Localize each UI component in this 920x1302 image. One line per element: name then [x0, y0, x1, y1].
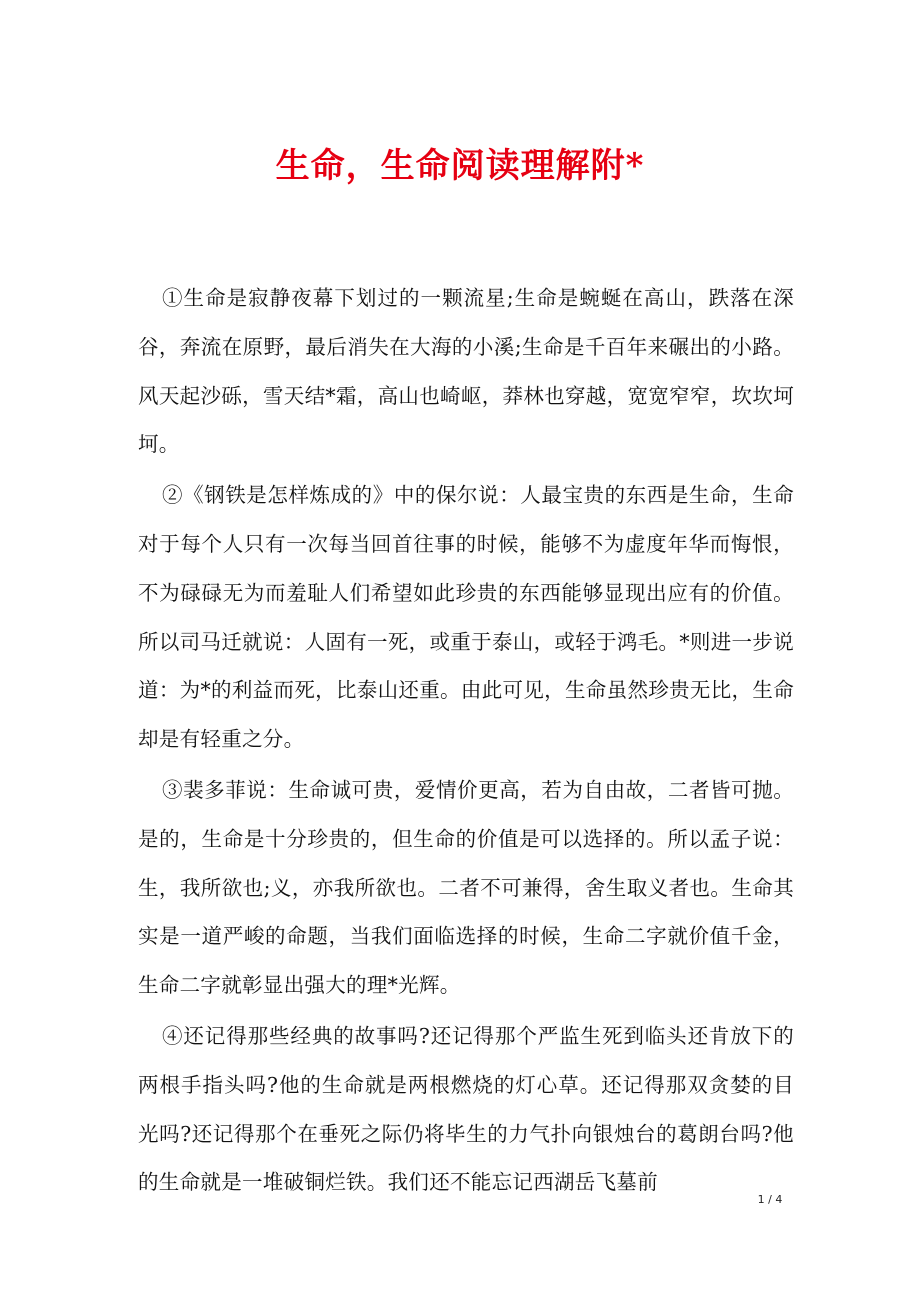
- paragraph-3: ③裴多菲说：生命诚可贵，爱情价更高，若为自由故，二者皆可抛。是的，生命是十分珍贵的，但生命的价值是可以选择的。所以孟子说：生，我所欲也;义，亦我所欲也。二者不可兼得，舍生取义者也。生命其实是一道严峻的命题，当我们面临选择的时候，生命二字就价值千金，生命二字就彰显出强大的理*光辉。: [138, 777, 794, 998]
- paragraph-2: ②《钢铁是怎样炼成的》中的保尔说：人最宝贵的东西是生命，生命对于每个人只有一次每当回首往事的时候，能够不为虚度年华而悔恨，不为碌碌无为而羞耻人们希望如此珍贵的东西能够显现出应有的价值。所以司马迁就说：人固有一死，或重于泰山，或轻于鸿毛。*则进一步说道：为*的利益而死，比泰山还重。由此可见，生命虽然珍贵无比，生命却是有轻重之分。: [138, 483, 794, 752]
- page-number: 1 / 4: [757, 1193, 783, 1206]
- document-title: 生命，生命阅读理解附*: [275, 146, 645, 186]
- paragraph-1: ①生命是寂静夜幕下划过的一颗流星;生命是蜿蜒在高山，跌落在深谷，奔流在原野，最后消失在大海的小溪;生命是千百年来碾出的小路。风天起沙砾，雪天结*霜，高山也崎岖，莽林也穿越，宽宽窄窄，坎坎坷坷。: [138, 286, 794, 457]
- paragraph-4: ④还记得那些经典的故事吗?还记得那个严监生死到临头还肯放下的两根手指头吗?他的生命就是两根燃烧的灯心草。还记得那双贪婪的目光吗?还记得那个在垂死之际仍将毕生的力气扑向银烛台的葛朗台吗?他的生命就是一堆破铜烂铁。我们还不能忘记西湖岳飞墓前: [138, 1023, 794, 1195]
- document-body: [138, 274, 794, 1209]
